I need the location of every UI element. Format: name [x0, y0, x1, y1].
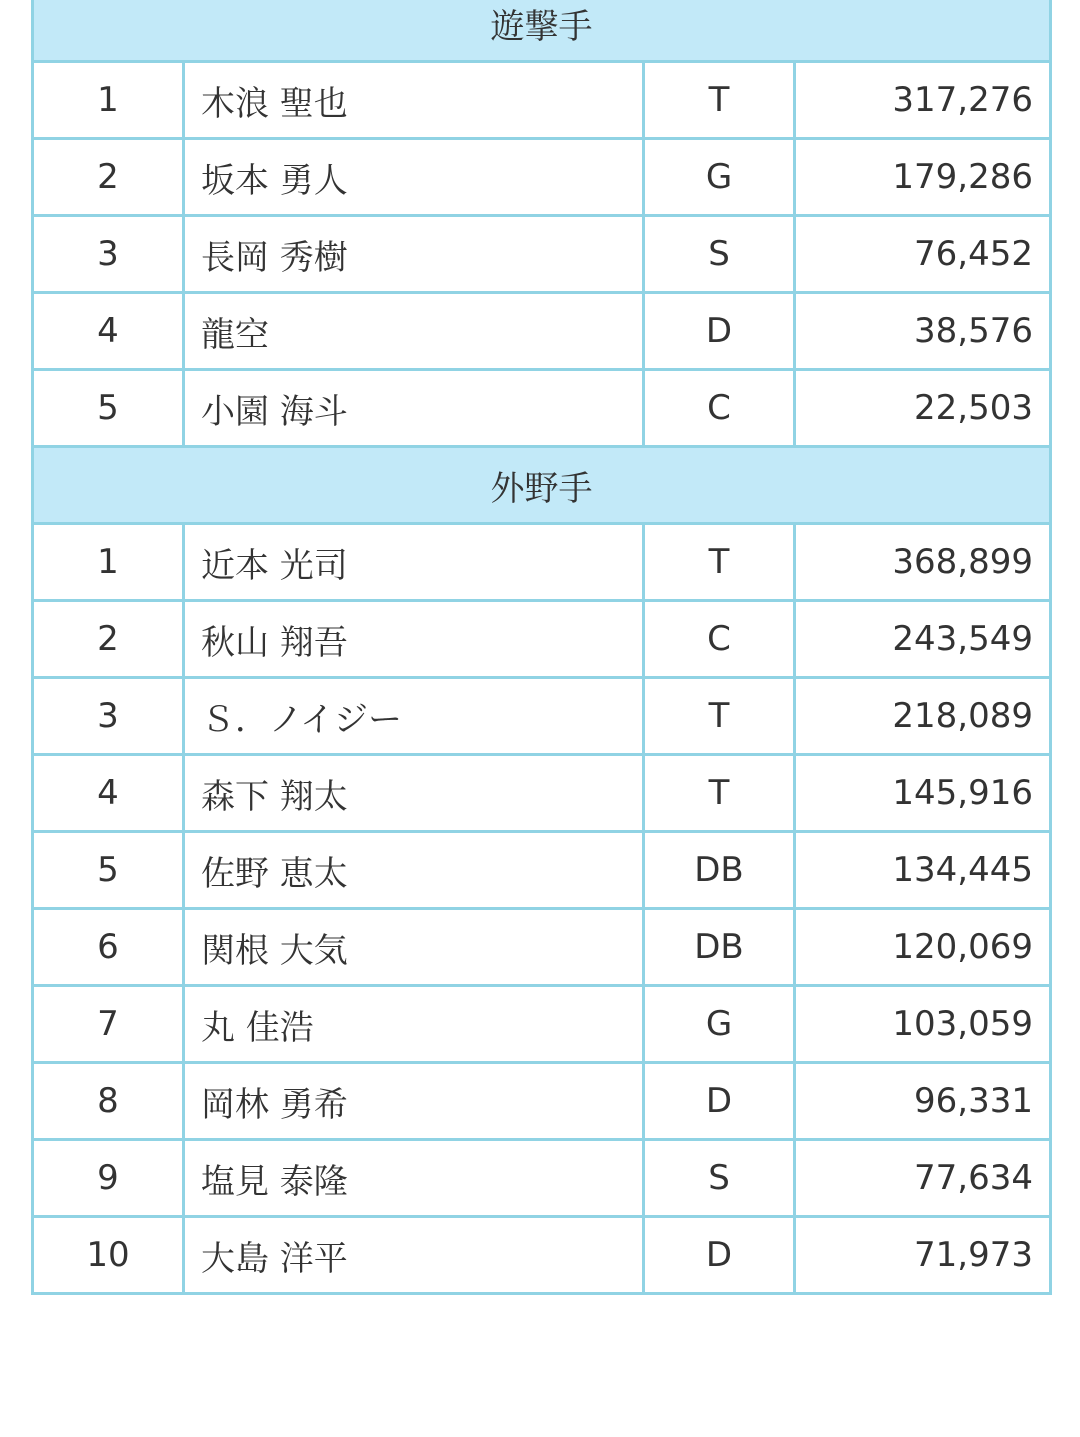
table-row [33, 1217, 1051, 1294]
team-cell: DB [644, 909, 795, 986]
team-cell: G [644, 986, 795, 1063]
rank-cell: 4 [33, 755, 184, 832]
team-cell: D [644, 1063, 795, 1140]
rank-cell: 1 [33, 62, 184, 139]
player-name-cell: 秋山 翔吾 [184, 601, 644, 678]
player-name-cell: 坂本 勇人 [184, 139, 644, 216]
team-cell: T [644, 755, 795, 832]
player-name-cell: 丸 佳浩 [184, 986, 644, 1063]
team-cell: D [644, 293, 795, 370]
player-name-cell: 小園 海斗 [184, 370, 644, 447]
rank-cell: 10 [33, 1217, 184, 1294]
votes-cell: 145,916 [795, 755, 1051, 832]
votes-cell: 368,899 [795, 524, 1051, 601]
player-name-cell: 木浪 聖也 [184, 62, 644, 139]
votes-cell: 22,503 [795, 370, 1051, 447]
table-row [33, 293, 1051, 370]
team-cell: T [644, 524, 795, 601]
table-row [33, 62, 1051, 139]
player-name-cell: 長岡 秀樹 [184, 216, 644, 293]
rank-cell: 8 [33, 1063, 184, 1140]
table-body [33, 0, 1051, 1294]
rank-cell: 7 [33, 986, 184, 1063]
table-row [33, 832, 1051, 909]
rank-cell: 2 [33, 139, 184, 216]
team-cell: G [644, 139, 795, 216]
player-name-cell: Ｓ．ノイジー [184, 678, 644, 755]
rank-cell: 5 [33, 832, 184, 909]
team-cell: T [644, 62, 795, 139]
table-row [33, 1140, 1051, 1217]
rank-cell: 6 [33, 909, 184, 986]
player-name-cell: 近本 光司 [184, 524, 644, 601]
table-row [33, 370, 1051, 447]
votes-cell: 218,089 [795, 678, 1051, 755]
votes-cell: 77,634 [795, 1140, 1051, 1217]
rank-cell: 3 [33, 678, 184, 755]
table-row [33, 601, 1051, 678]
votes-cell: 120,069 [795, 909, 1051, 986]
rank-cell: 5 [33, 370, 184, 447]
rank-cell: 1 [33, 524, 184, 601]
table-row [33, 139, 1051, 216]
section-header-row [33, 447, 1051, 524]
player-name-cell: 龍空 [184, 293, 644, 370]
team-cell: D [644, 1217, 795, 1294]
team-cell: DB [644, 832, 795, 909]
votes-cell: 38,576 [795, 293, 1051, 370]
table-row [33, 216, 1051, 293]
player-name-cell: 関根 大気 [184, 909, 644, 986]
team-cell: S [644, 216, 795, 293]
ranking-table [31, 0, 1052, 1295]
player-name-cell: 大島 洋平 [184, 1217, 644, 1294]
table-row [33, 678, 1051, 755]
votes-cell: 76,452 [795, 216, 1051, 293]
team-cell: T [644, 678, 795, 755]
votes-cell: 134,445 [795, 832, 1051, 909]
rank-cell: 9 [33, 1140, 184, 1217]
player-name-cell: 岡林 勇希 [184, 1063, 644, 1140]
votes-cell: 103,059 [795, 986, 1051, 1063]
votes-cell: 96,331 [795, 1063, 1051, 1140]
team-cell: C [644, 370, 795, 447]
rank-cell: 3 [33, 216, 184, 293]
rank-cell: 4 [33, 293, 184, 370]
table-row [33, 909, 1051, 986]
team-cell: S [644, 1140, 795, 1217]
rank-cell: 2 [33, 601, 184, 678]
votes-cell: 179,286 [795, 139, 1051, 216]
player-name-cell: 森下 翔太 [184, 755, 644, 832]
table-row [33, 1063, 1051, 1140]
player-name-cell: 塩見 泰隆 [184, 1140, 644, 1217]
section-title: 外野手 [33, 447, 1051, 524]
section-title: 遊撃手 [33, 0, 1051, 62]
player-name-cell: 佐野 恵太 [184, 832, 644, 909]
votes-cell: 243,549 [795, 601, 1051, 678]
section-header-row [33, 0, 1051, 62]
table-row [33, 755, 1051, 832]
votes-cell: 317,276 [795, 62, 1051, 139]
table-row [33, 986, 1051, 1063]
table-row [33, 524, 1051, 601]
team-cell: C [644, 601, 795, 678]
votes-cell: 71,973 [795, 1217, 1051, 1294]
